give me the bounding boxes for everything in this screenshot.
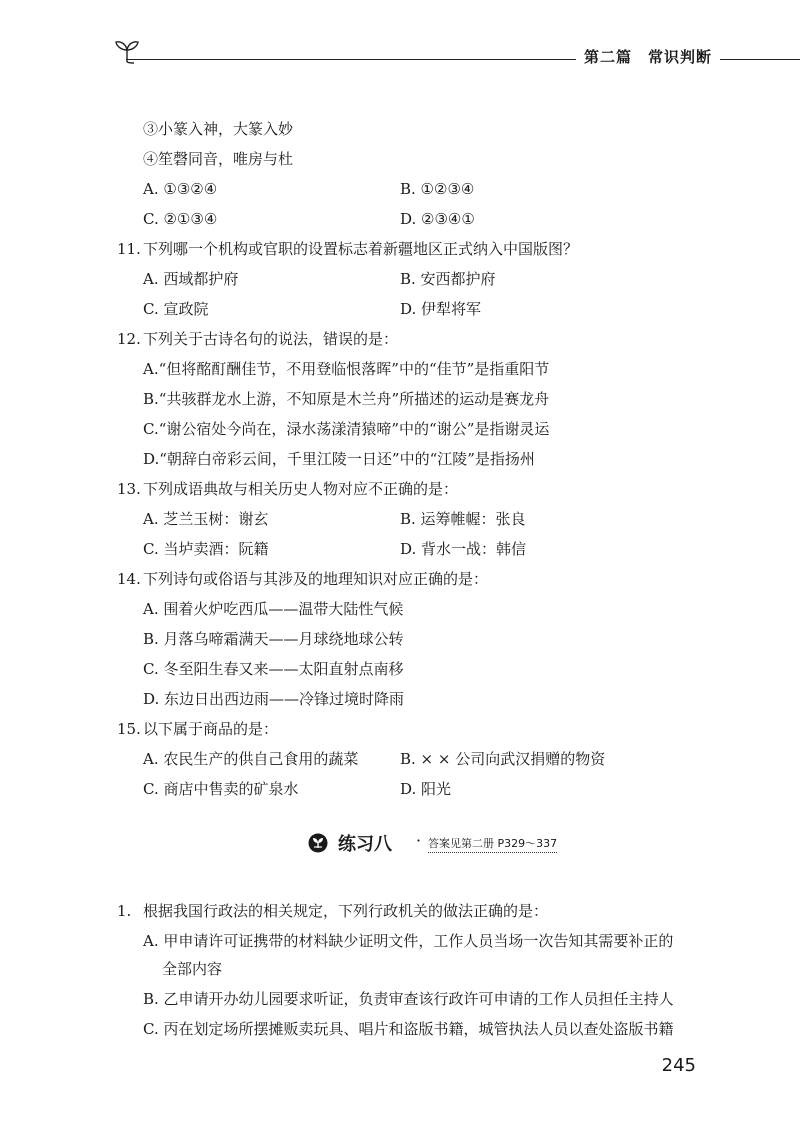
- question-number: 11.: [117, 240, 141, 258]
- option-b: B. 安西都护府: [400, 270, 496, 288]
- option-a: A. 芝兰玉树：谢玄: [143, 510, 269, 528]
- sprout-icon: [112, 36, 142, 66]
- question-text: 以下属于商品的是：: [143, 720, 279, 738]
- option-b: B. 运筹帷幄：张良: [400, 510, 526, 528]
- option-c: C. 宣政院: [143, 300, 209, 318]
- option-a: A. 农民生产的供自己食用的蔬菜: [143, 750, 359, 768]
- option-b: B. ①②③④: [400, 180, 475, 198]
- header-title: 第二篇 常识判断: [576, 46, 720, 67]
- option-a: A. 西域都护府: [143, 270, 239, 288]
- option-d: D. 阳光: [400, 780, 452, 798]
- option-b: B. × × 公司向武汉捐赠的物资: [400, 750, 606, 768]
- header-rule-right: [720, 59, 800, 60]
- question-text: 下列成语典故与相关历史人物对应不正确的是：: [143, 480, 459, 498]
- question-text: 下列诗句或俗语与其涉及的地理知识对应正确的是：: [143, 570, 489, 588]
- question-text: 下列关于古诗名句的说法，错误的是：: [143, 330, 399, 348]
- option-c: C. 商店中售卖的矿泉水: [143, 780, 299, 798]
- question-number: 14.: [117, 570, 141, 588]
- page-header: [108, 34, 800, 74]
- question-number: 1.: [117, 902, 132, 920]
- page-number: 245: [661, 1055, 696, 1076]
- question-text: 下列哪一个机构或官职的设置标志着新疆地区正式纳入中国版图？: [143, 240, 579, 258]
- answer-reference: 答案见第二册 P329～337: [428, 835, 557, 853]
- question-text: 根据我国行政法的相关规定，下列行政机关的做法正确的是：: [143, 902, 549, 920]
- question-number: 15.: [117, 720, 141, 738]
- option-a: A. ①③②④: [143, 180, 218, 198]
- option-d: D. 背水一战：韩信: [400, 540, 527, 558]
- option-d: D. 伊犁将军: [400, 300, 482, 318]
- section-title: 练习八: [338, 834, 392, 855]
- question-number: 13.: [117, 480, 141, 498]
- option-c: C. ②①③④: [143, 210, 218, 228]
- section-separator: ·: [416, 831, 422, 850]
- question-number: 12.: [117, 330, 141, 348]
- flower-badge-icon: [308, 833, 328, 853]
- option-c: C. 当垆卖酒：阮籍: [143, 540, 269, 558]
- option-d: D. ②③④①: [400, 210, 475, 228]
